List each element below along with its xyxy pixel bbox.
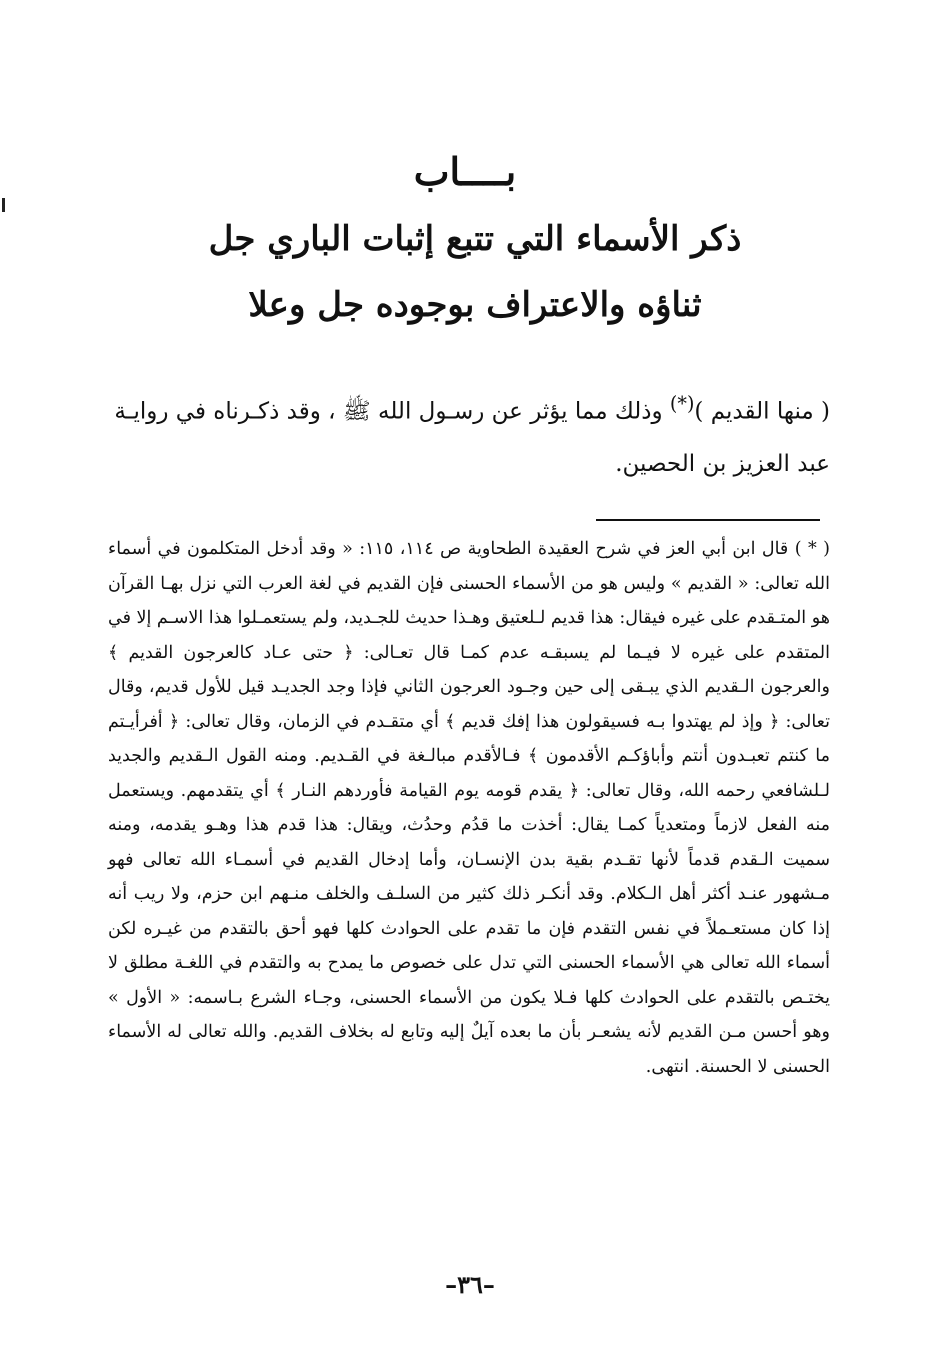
footnote-text: قال ابن أبي العز في شرح العقيدة الطحاوية ص ١١٤، ١١٥: « وقد أدخل المتكلمون في أسماء الله تعالى: « القديم » وليس هو من الأسماء الحسنى فإن القديم في لغة العرب التي نزل بهـا القرآن هو المتـقدم على غيره فيقال: هذا قديم لـلعتيق وهـذا حديث للجـديد، ولم يستعمـلوا هذا الاسـم إلا في المتقدم على غيره لا فيـما لم يسبقـه عدم كمـا قال تعـالى: ﴿ حتى عـاد كالعرجون القديم ﴾ والعرجون الـقديم الذي يبـقى إلى حين وجـود العرجون الثاني فإذا وجد الجديـد قيل للأول قديم، وقال تعالى: ﴿ وإذ لم يهتدوا بـه فسيقولون هذا إفك قديم ﴾ أي متقـدم في الزمان، وقال تعالى: ﴿ أفرأيـتم ما كنتم تعبـدون أنتم وأباؤكـم الأقدمون ﴾ فـالأقدم مبالـغة في القـديم. ومنه القول الـقديم والجديد لـلشافعي رحمه الله، وقال تعالى: ﴿ يقدم قومه يوم القيامة فأوردهم النـار ﴾ أي يتقدمهم. ويستعمل منه الفعل لازماً ومتعدياً كمـا يقال: أخذت ما قدُم وحدُث، ويقال: هذا قدم هذا وهـو يقدمه، ومنه سميت الـقدم قدماً لأنها تقـدم بقية بدن الإنسـان، وأما إدخال القديم في أسمـاء الله تعالى فهو مـشهور عنـد أكثر أهل الـكلام. وقد أنكـر ذلك كثير من السلـف والخلف منـهم ابن حزم، ولا ريب أنه إذا كان مستعـملاً في نفس التقدم فإن ما تقدم على الحوادث كلها فهو أحق بالتقدم من غيـره لكن أسماء الله تعالى هي الأسماء الحسنى التي تدل على خصوص ما يمدح به والتقدم في اللغـة مطلق لا يختـص بالتقدم على الحوادث كلها فـلا يكون من الأسماء الحسنى، وجـاء الشرع بـاسمه: « الأول » وهو أحسن مـن القديم لأنه يشعـر بأن ما بعده آيلٌ إليه وتابع له بخلاف القديم. والله تعالى له الأسماء الحسنى لا الحسنة. انتهى. xyxy=(108,539,830,1077)
chapter-title-line-2: ثناؤه والاعتراف بوجوده جل وعلا xyxy=(248,285,702,325)
opening-phrase: ( منها القديم ) xyxy=(694,398,830,425)
footnote-separator xyxy=(596,519,820,521)
chapter-heading: بــــاب xyxy=(413,149,517,194)
footnote xyxy=(108,532,830,1084)
main-paragraph xyxy=(108,378,830,490)
paragraph-text: وذلك مما يؤثر عن رسـول الله ﷺ ، وقد ذكـرناه في روايـة عبد العزيز بن الحصين. xyxy=(114,398,830,477)
footnote-reference: (*) xyxy=(669,392,695,415)
footnote-marker: ( * ) xyxy=(794,539,830,559)
scan-edge-mark xyxy=(2,198,5,212)
chapter-title-line-1: ذكر الأسماء التي تتبع إثبات الباري جل xyxy=(208,219,742,259)
page-number: –٣٦– xyxy=(445,1270,495,1299)
